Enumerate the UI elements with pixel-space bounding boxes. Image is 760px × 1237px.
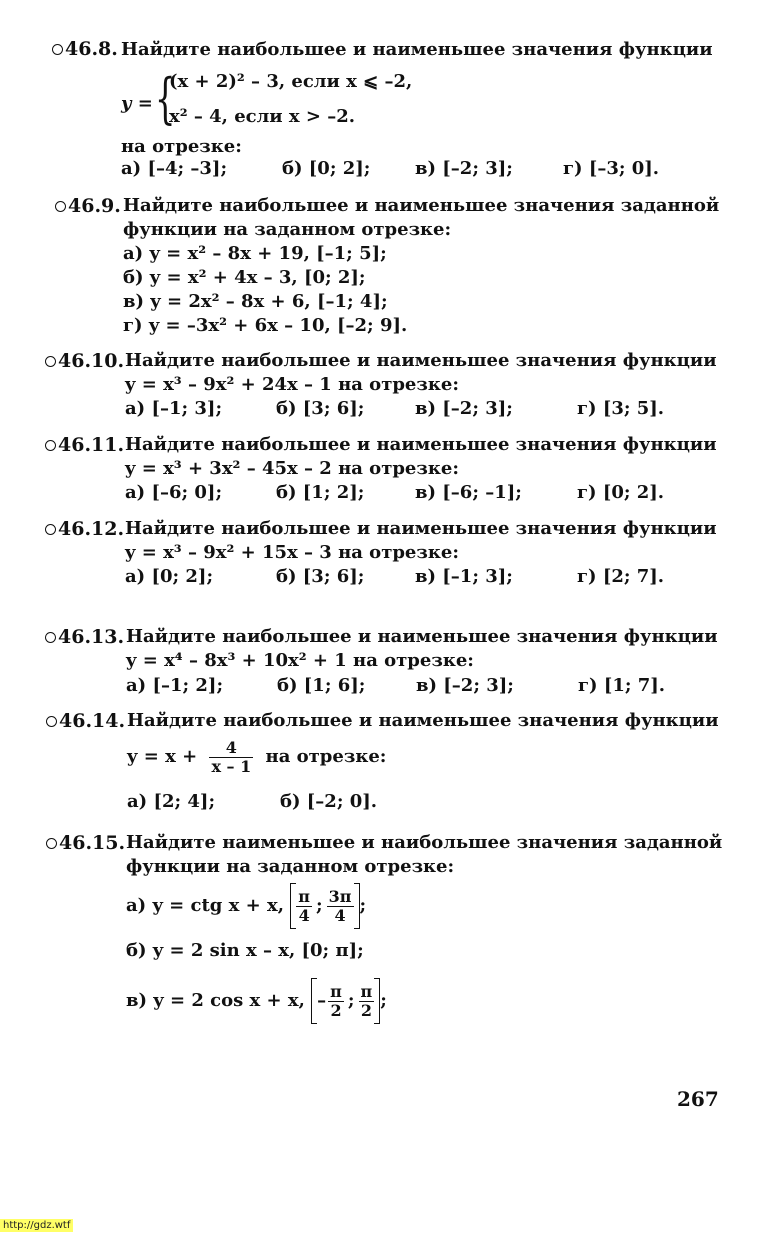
brace-icon: {	[154, 67, 176, 130]
function: y = x⁴ – 8x³ + 10x² + 1 на отрезке:	[126, 650, 474, 671]
item-c: в) y = 2 cos x + x, – $\frac{\pi}{2}$ ; $\frac{\pi}{2}$ ;	[126, 975, 387, 1027]
item-a: а) y = ctg x + x, $\frac{\pi}{4}$ ; $\frac{3\pi}{4}$ ;	[126, 880, 366, 932]
problem-text: Найдите наибольшее и наименьшее значения функции	[125, 350, 717, 371]
circle-marker-icon	[45, 632, 56, 643]
option-a: а) [–6; 0];	[125, 482, 223, 503]
problem-number-46-12: 46.12.	[45, 518, 124, 540]
circle-marker-icon	[46, 716, 57, 727]
problem-number-46-11: 46.11.	[45, 434, 124, 456]
fraction: $\frac{3\pi}{4}$	[328, 886, 352, 925]
problem-text-2: функции на заданном отрезке:	[123, 219, 452, 240]
option-c: в) [–6; –1];	[415, 482, 522, 503]
problem-number-46-15: 46.15.	[46, 832, 125, 854]
problem-text: Найдите наибольшее и наименьшее значения функции	[126, 626, 718, 647]
function: y = x + $\frac{4}{x - 1}$ на отрезке:	[127, 737, 387, 776]
function-label: y =	[121, 93, 153, 114]
option-b: б) [3; 6];	[276, 566, 365, 587]
problem-number-46-8: 46.8.	[52, 38, 118, 60]
option-b: б) [1; 6];	[277, 675, 366, 696]
item-a: а) y = x² – 8x + 19, [–1; 5];	[123, 243, 387, 264]
function: y = x³ – 9x² + 15x – 3 на отрезке:	[125, 542, 459, 563]
interval: – $\frac{\pi}{2}$ ; $\frac{\pi}{2}$	[311, 975, 380, 1027]
piecewise-line-1: (x + 2)² – 3, если x ⩽ –2,	[169, 71, 413, 92]
function: y = x³ + 3x² – 45x – 2 на отрезке:	[125, 458, 459, 479]
circle-marker-icon	[45, 356, 56, 367]
option-d: г) [2; 7].	[577, 566, 665, 587]
option-a: а) [–1; 3];	[125, 398, 223, 419]
option-c: в) [–2; 3];	[416, 675, 514, 696]
option-c: в) [–2; 3];	[415, 158, 513, 179]
circle-marker-icon	[45, 440, 56, 451]
fraction: $\frac{\pi}{2}$	[330, 981, 342, 1020]
fraction: $\frac{\pi}{2}$	[360, 981, 373, 1020]
segment-label: на отрезке:	[121, 136, 242, 157]
problem-text: Найдите наименьшее и наибольшее значения заданной	[126, 832, 723, 853]
problem-text-2: функции на заданном отрезке:	[126, 856, 455, 877]
option-d: г) [3; 5].	[577, 398, 665, 419]
circle-marker-icon	[55, 201, 66, 212]
problem-text: Найдите наибольшее и наименьшее значения функции	[125, 434, 717, 455]
option-c: в) [–1; 3];	[415, 566, 513, 587]
problem-text: Найдите наибольшее и наименьшее значения заданной	[123, 195, 720, 216]
option-a: а) [–1; 2];	[126, 675, 224, 696]
item-d: г) y = –3x² + 6x – 10, [–2; 9].	[123, 315, 408, 336]
problem-text: Найдите наибольшее и наименьшее значения функции	[127, 710, 719, 731]
option-c: в) [–2; 3];	[415, 398, 513, 419]
option-b: б) [–2; 0].	[280, 791, 378, 812]
option-a: а) [0; 2];	[125, 566, 214, 587]
circle-marker-icon	[46, 838, 57, 849]
watermark-link[interactable]: http://gdz.wtf	[0, 1219, 73, 1232]
problem-number-46-13: 46.13.	[45, 626, 124, 648]
function: y = x³ – 9x² + 24x – 1 на отрезке:	[125, 374, 459, 395]
option-b: б) [3; 6];	[276, 398, 365, 419]
problem-text: Найдите наибольшее и наименьшее значения функции	[121, 39, 713, 60]
item-c: в) y = 2x² – 8x + 6, [–1; 4];	[123, 291, 388, 312]
problem-number-46-9: 46.9.	[55, 195, 121, 217]
circle-marker-icon	[52, 44, 63, 55]
option-b: б) [0; 2];	[282, 158, 371, 179]
interval: $\frac{\pi}{4}$ ; $\frac{3\pi}{4}$	[290, 880, 359, 932]
fraction: $\frac{4}{x - 1}$	[211, 737, 252, 776]
circle-marker-icon	[45, 524, 56, 535]
problem-number-46-14: 46.14.	[46, 710, 125, 732]
option-a: а) [2; 4];	[127, 791, 216, 812]
option-d: г) [1; 7].	[578, 675, 666, 696]
option-d: г) [0; 2].	[577, 482, 665, 503]
page-number: 267	[677, 1087, 719, 1111]
problem-number-46-10: 46.10.	[45, 350, 124, 372]
item-b: б) y = 2 sin x – x, [0; π];	[126, 940, 364, 961]
option-d: г) [–3; 0].	[563, 158, 660, 179]
problem-text: Найдите наибольшее и наименьшее значения функции	[125, 518, 717, 539]
item-b: б) y = x² + 4x – 3, [0; 2];	[123, 267, 366, 288]
option-a: а) [–4; –3];	[121, 158, 228, 179]
piecewise-line-2: x² – 4, если x > –2.	[169, 106, 356, 127]
option-b: б) [1; 2];	[276, 482, 365, 503]
fraction: $\frac{\pi}{4}$	[298, 886, 310, 925]
